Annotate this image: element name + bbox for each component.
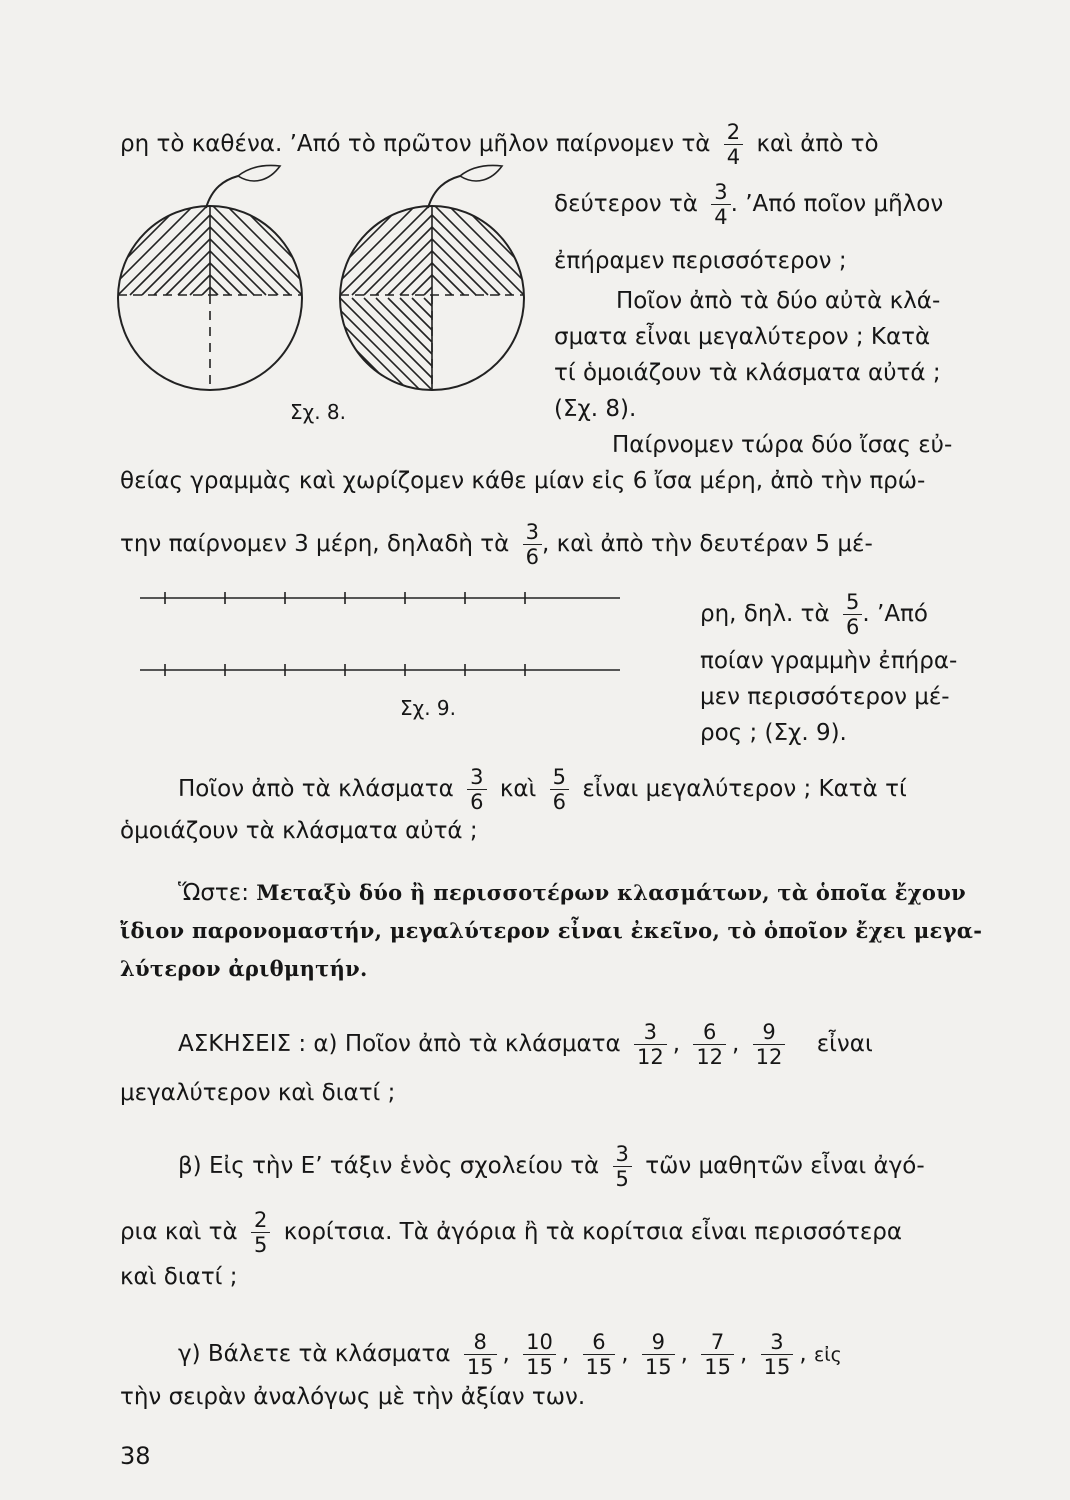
text-segment: ρη, δηλ. τὰ <box>700 601 830 627</box>
text-segment: εἶναι <box>816 1031 873 1057</box>
text-segment: ΑΣΚΗΣΕΙΣ : α) Ποῖον ἀπὸ τὰ κλάσματα <box>178 1031 621 1057</box>
apple-1 <box>118 165 302 390</box>
fraction: $\frac{9}{12}$ <box>753 1020 786 1069</box>
text-line: θείας γραμμὰς καὶ χωρίζομεν κάθε μίαν εἰς 6 ἴσα μέρη, ἀπὸ τὴν πρώ- <box>120 468 926 494</box>
fraction: $\frac{8}{15}$ <box>464 1330 497 1379</box>
text-line: σματα εἶναι μεγαλύτερον ; Κατὰ <box>554 324 931 350</box>
line-figure-9 <box>140 580 630 680</box>
text-line: μεν περισσότερον μέ- <box>700 684 950 710</box>
fraction: $\frac{3}{4}$ <box>711 180 730 229</box>
text-line: Παίρνομεν τώρα δύο ἴσας εὐ- <box>612 432 953 458</box>
fraction: $\frac{7}{15}$ <box>701 1330 734 1379</box>
fraction: $\frac{3}{5}$ <box>613 1142 632 1191</box>
text-segment: β) Εἰς τὴν Ε’ τάξιν ἑνὸς σχολείου τὰ <box>178 1153 600 1179</box>
fraction: $\frac{2}{4}$ <box>724 120 743 169</box>
fraction: $\frac{5}{6}$ <box>843 590 862 639</box>
text-segment: καὶ ἀπὸ τὸ <box>756 131 879 157</box>
fraction: $\frac{6}{15}$ <box>583 1330 616 1379</box>
text-segment: γ) Βάλετε τὰ κλάσματα <box>178 1341 451 1367</box>
fraction: $\frac{3}{6}$ <box>467 765 486 814</box>
rule-line: ἴδιον παρονομαστήν, μεγαλύτερον εἶναι ἐκεῖνο, τὸ ὁποῖον ἔχει μεγα- <box>120 918 983 943</box>
text-line: ρος ; (Σχ. 9). <box>700 720 847 746</box>
fraction: $\frac{6}{12}$ <box>693 1020 726 1069</box>
rule-line <box>178 878 966 908</box>
text-segment: εἶναι μεγαλύτερον ; Κατὰ τί <box>582 776 907 802</box>
rule-prefix: Ὥστε: <box>178 880 249 906</box>
text-segment: ρη τὸ καθένα. ’Από τὸ πρῶτον μῆλον παίρνομεν τὰ <box>120 131 711 157</box>
text-segment: καὶ <box>499 776 537 802</box>
text-line: καὶ διατί ; <box>120 1264 238 1290</box>
text-line: τὴν σειρὰν ἀναλόγως μὲ τὴν ἀξίαν των. <box>120 1384 586 1410</box>
rule-line: λύτερον ἀριθμητήν. <box>120 956 368 981</box>
text-segment: δεύτερον τὰ <box>554 191 698 217</box>
text-line: Ποῖον ἀπὸ τὰ δύο αὐτὰ κλά- <box>616 288 941 314</box>
text-line <box>700 590 928 639</box>
text-line: ποίαν γραμμὴν ἐπήρα- <box>700 648 958 674</box>
exercise-c: γ) Βάλετε τὰ κλάσματα $\frac{8}{15}$ , $\frac{10}{15}$ , $\frac{6}{15}$ , $\frac{9}{15}$ , $\frac{7}{15}$ , $\frac{3}{15}$ , εἰς <box>178 1330 842 1379</box>
text-line: (Σχ. 8). <box>554 396 637 422</box>
text-segment: Ποῖον ἀπὸ τὰ κλάσματα <box>178 776 454 802</box>
text-line: μεγαλύτερον καὶ διατί ; <box>120 1080 396 1106</box>
fraction: $\frac{9}{15}$ <box>642 1330 675 1379</box>
apple-figure-8 <box>120 150 540 410</box>
text-line <box>178 765 907 814</box>
text-segment: την παίρνομεν 3 μέρη, δηλαδὴ τὰ <box>120 531 510 557</box>
text-line: ὁμοιάζουν τὰ κλάσματα αὐτά ; <box>120 818 478 844</box>
fraction: $\frac{3}{6}$ <box>523 520 542 569</box>
figure-caption: Σχ. 9. <box>400 696 456 720</box>
figure-caption: Σχ. 8. <box>290 400 346 424</box>
text-line <box>120 520 873 569</box>
fraction: $\frac{5}{6}$ <box>550 765 569 814</box>
rule-text: Μεταξὺ δύο ἢ περισσοτέρων κλασμάτων, τὰ ὁποῖα ἔχουν <box>256 880 966 905</box>
text-segment: , καὶ ἀπὸ τὴν δευτέραν 5 μέ- <box>542 531 873 557</box>
fraction: $\frac{3}{15}$ <box>761 1330 794 1379</box>
fraction: $\frac{3}{12}$ <box>634 1020 667 1069</box>
text-line: ἐπήραμεν περισσότερον ; <box>554 248 847 274</box>
exercise-b <box>178 1142 925 1191</box>
fraction: $\frac{2}{5}$ <box>251 1208 270 1257</box>
text-segment: εἰς <box>813 1344 842 1366</box>
fraction: $\frac{10}{15}$ <box>523 1330 556 1379</box>
page-number: 38 <box>120 1442 151 1470</box>
text-segment: τῶν μαθητῶν εἶναι ἀγό- <box>645 1153 925 1179</box>
apple-2 <box>340 165 524 402</box>
text-segment: . ’Από <box>862 601 928 627</box>
text-segment: . ’Από ποῖον μῆλον <box>730 191 944 217</box>
text-segment: κορίτσια. Τὰ ἀγόρια ἢ τὰ κορίτσια εἶναι περισσότερα <box>283 1219 903 1245</box>
text-line <box>120 1208 902 1257</box>
exercise-a: ΑΣΚΗΣΕΙΣ : α) Ποῖον ἀπὸ τὰ κλάσματα $\frac{3}{12}$ , $\frac{6}{12}$ , $\frac{9}{12}$ εἶναι <box>178 1020 873 1069</box>
text-line: τί ὁμοιάζουν τὰ κλάσματα αὐτά ; <box>554 360 941 386</box>
text-line <box>554 180 943 229</box>
text-segment: ρια καὶ τὰ <box>120 1219 238 1245</box>
